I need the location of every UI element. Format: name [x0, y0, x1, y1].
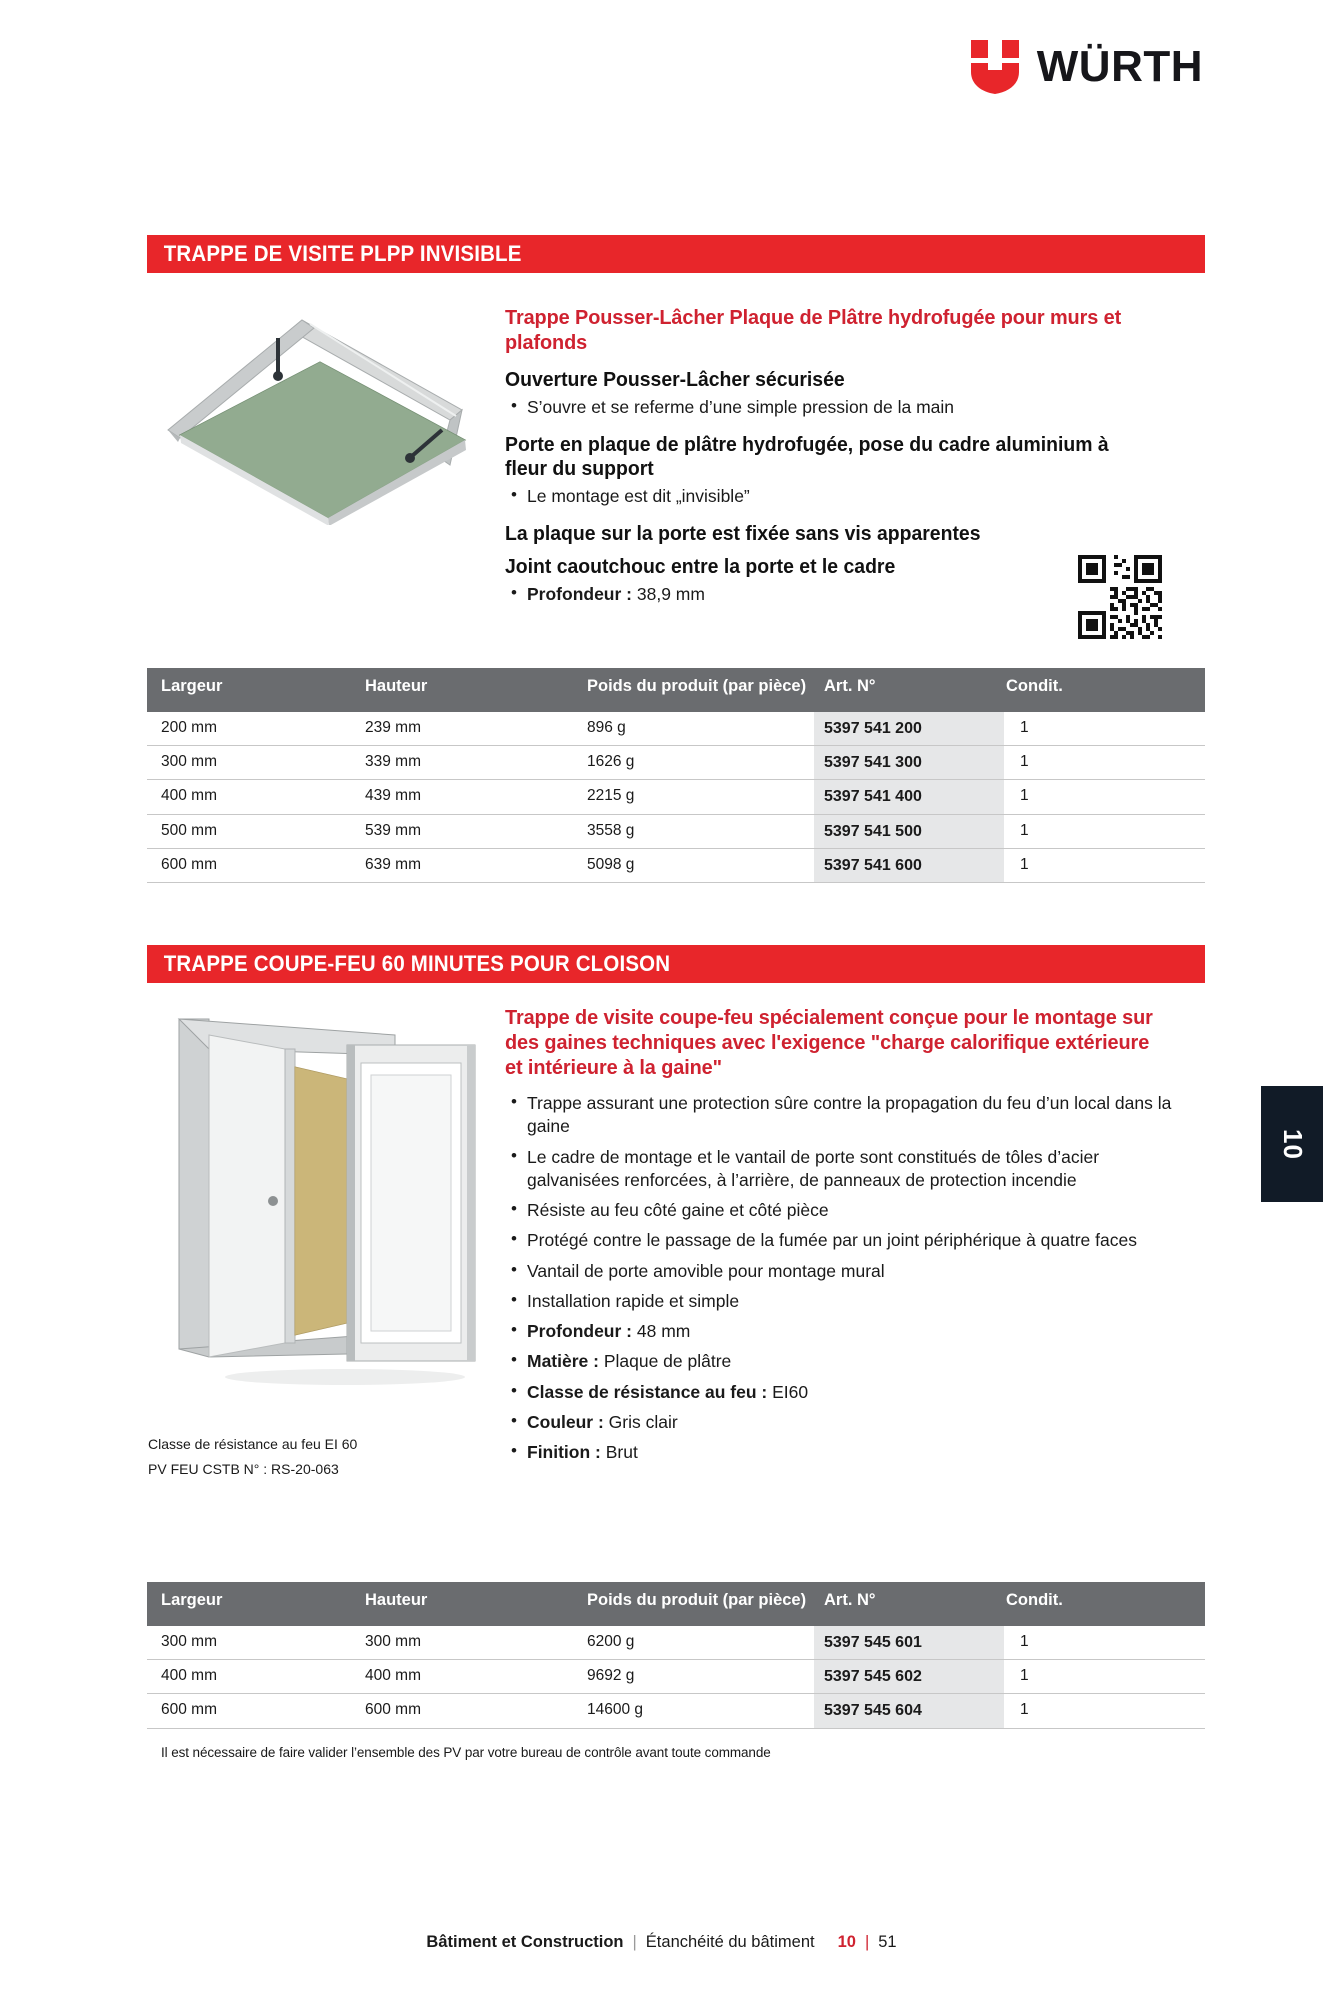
list-item-profondeur [505, 1320, 1177, 1343]
list-item: • Le montage est dit „invisible” [505, 485, 1165, 508]
cell-condit: 1 [1020, 1701, 1029, 1719]
table-row[interactable] [147, 1694, 1205, 1728]
classe-feu-label: Classe de résistance au feu : [527, 1381, 768, 1402]
section-title-1: TRAPPE DE VISITE PLPP INVISIBLE [163, 241, 522, 266]
subhead-porte: Porte en plaque de plâtre hydrofugée, pose du cadre aluminium à fleur du support [505, 433, 1109, 481]
col-poids: Poids du produit (par pièce) [587, 677, 807, 695]
cell-hauteur: 339 mm [365, 753, 421, 771]
col-condit: Condit. [1006, 677, 1063, 695]
table-header-row [147, 668, 1205, 712]
product-copy-1 [505, 305, 1165, 609]
cell-hauteur: 600 mm [365, 1701, 421, 1719]
col-artno: Art. N° [824, 677, 876, 695]
wurth-wordmark: WÜRTH [1036, 42, 1203, 91]
col-largeur: Largeur [161, 677, 223, 695]
product-headline-2: Trappe de visite coupe-feu spécialement conçue pour le montage sur des gaines techniques avec l'exigence "charge calorifique extérieure et intérieure à la gaine" [505, 1006, 1153, 1079]
list-item-profondeur [505, 583, 1165, 606]
couleur-label: Couleur : [527, 1411, 604, 1432]
product-copy-2 [505, 1005, 1177, 1471]
footer-page-number: 10 [837, 1933, 856, 1951]
classe-feu-value: EI60 [767, 1381, 809, 1402]
footer-category: Bâtiment et Construction [426, 1933, 624, 1951]
list-item: • Protégé contre le passage de la fumée par un joint périphérique à quatre faces [505, 1229, 1177, 1252]
table-row[interactable] [147, 815, 1205, 849]
cell-poids: 9692 g [587, 1667, 635, 1685]
cell-largeur: 200 mm [161, 719, 217, 736]
matiere-value: Plaque de plâtre [598, 1351, 732, 1372]
cell-hauteur: 400 mm [365, 1667, 421, 1685]
bullets-montage [505, 485, 1165, 508]
wurth-shield-icon [969, 38, 1021, 96]
footer-subcategory: Étanchéité du bâtiment [645, 1933, 815, 1951]
trappe-plpp-invisible-photo [150, 290, 480, 525]
page-footer [0, 1933, 1323, 1952]
matiere-label: Matière : [527, 1351, 599, 1372]
cell-artno: 5397 545 602 [814, 1660, 1004, 1693]
cell-largeur: 600 mm [161, 1701, 217, 1719]
cell-largeur: 500 mm [161, 821, 217, 839]
cell-largeur: 400 mm [161, 787, 217, 805]
cell-artno: 5397 545 601 [814, 1626, 1004, 1659]
cell-largeur: 300 mm [161, 753, 217, 771]
cell-hauteur: 239 mm [365, 719, 421, 736]
cell-poids: 14600 g [587, 1701, 644, 1719]
cell-condit: 1 [1020, 719, 1029, 736]
subhead-joint: Joint caoutchouc entre la porte et le cadre [505, 556, 896, 579]
bullets-ouverture [505, 396, 1165, 419]
cell-hauteur: 439 mm [365, 787, 421, 805]
wurth-logo [969, 38, 1203, 96]
cell-condit: 1 [1020, 855, 1029, 873]
section-band-2 [147, 945, 1205, 983]
cell-hauteur: 539 mm [365, 821, 421, 839]
cell-artno: 5397 541 400 [814, 780, 1004, 813]
col-artno: Art. N° [824, 1591, 876, 1609]
cell-condit: 1 [1020, 1633, 1029, 1650]
table-row[interactable] [147, 849, 1205, 883]
list-item: • Résiste au feu côté gaine et côté pièce [505, 1199, 1177, 1222]
footer-page-separator: | [864, 1933, 870, 1951]
caption-line-1: Classe de résistance au feu EI 60 [148, 1436, 358, 1452]
list-item: • Trappe assurant une protection sûre contre la propagation du feu d’un local dans la gaine [505, 1092, 1177, 1139]
list-item-matiere [505, 1350, 1177, 1373]
cell-artno: 5397 545 604 [814, 1694, 1004, 1727]
table-row[interactable] [147, 746, 1205, 780]
list-item: • Vantail de porte amovible pour montage mural [505, 1260, 1177, 1283]
table-row[interactable] [147, 780, 1205, 814]
table-row[interactable] [147, 1660, 1205, 1694]
list-item-couleur [505, 1411, 1177, 1434]
cell-poids: 3558 g [587, 821, 635, 839]
table-header-row [147, 1582, 1205, 1626]
list-item-finition [505, 1441, 1177, 1464]
cell-poids: 1626 g [587, 753, 635, 771]
cell-condit: 1 [1020, 1667, 1029, 1685]
cell-poids: 2215 g [587, 787, 635, 805]
page-index-label: 10 [1277, 1128, 1308, 1160]
cell-artno: 5397 541 200 [814, 712, 1004, 745]
finition-label: Finition : [527, 1442, 601, 1463]
list-item: • S’ouvre et se referme d’une simple pression de la main [505, 396, 1165, 419]
profondeur-label: Profondeur : [527, 1321, 632, 1342]
cell-largeur: 300 mm [161, 1633, 217, 1650]
spec-table-2 [147, 1582, 1205, 1729]
trappe-coupe-feu-photo [165, 1005, 485, 1405]
cell-hauteur: 300 mm [365, 1633, 421, 1650]
cell-largeur: 400 mm [161, 1667, 217, 1685]
col-hauteur: Hauteur [365, 677, 428, 695]
cell-poids: 896 g [587, 719, 626, 736]
cell-hauteur: 639 mm [365, 855, 421, 873]
page-index-tab [1261, 1086, 1323, 1202]
product-headline-1: Trappe Pousser-Lâcher Plaque de Plâtre hydrofugée pour murs et plafonds [505, 306, 1122, 354]
qr-code-plpp [1078, 555, 1162, 639]
subhead-ouverture: Ouverture Pousser-Lâcher sécurisée [505, 369, 845, 391]
cell-artno: 5397 541 300 [814, 746, 1004, 779]
bullets-coupe-feu [505, 1092, 1177, 1464]
profondeur-label: Profondeur : [527, 584, 632, 605]
cell-poids: 6200 g [587, 1633, 635, 1650]
couleur-value: Gris clair [603, 1411, 678, 1432]
list-item-classe-feu [505, 1381, 1177, 1404]
col-largeur: Largeur [161, 1591, 223, 1609]
col-hauteur: Hauteur [365, 1591, 428, 1609]
table-footnote: Il est nécessaire de faire valider l’ensemble des PV par votre bureau de contrôle avant toute commande [161, 1745, 771, 1760]
cell-poids: 5098 g [587, 855, 635, 873]
col-poids: Poids du produit (par pièce) [587, 1591, 807, 1609]
cell-condit: 1 [1020, 787, 1029, 805]
image-caption-2 [148, 1432, 478, 1482]
footer-total-pages: 51 [878, 1933, 897, 1951]
col-condit: Condit. [1006, 1591, 1063, 1609]
list-item: • Installation rapide et simple [505, 1290, 1177, 1313]
profondeur-value: 38,9 mm [632, 584, 705, 605]
table-row[interactable] [147, 712, 1205, 746]
cell-condit: 1 [1020, 753, 1029, 771]
cell-artno: 5397 541 500 [814, 815, 1004, 848]
table-row[interactable] [147, 1626, 1205, 1660]
bullets-profondeur-1 [505, 583, 1165, 606]
caption-line-2: PV FEU CSTB N° : RS-20-063 [148, 1461, 339, 1478]
list-item: • Le cadre de montage et le vantail de porte sont constitués de tôles d’acier galvanisées renforcées, à l’arrière, de panneaux de protection incendie [505, 1146, 1177, 1193]
section-title-2: TRAPPE COUPE-FEU 60 MINUTES POUR CLOISON [163, 951, 671, 976]
footer-separator: | [632, 1933, 637, 1951]
cell-condit: 1 [1020, 821, 1029, 839]
finition-value: Brut [600, 1442, 638, 1463]
profondeur-value: 48 mm [632, 1321, 691, 1342]
cell-artno: 5397 541 600 [814, 849, 1004, 882]
section-band-1 [147, 235, 1205, 273]
cell-largeur: 600 mm [161, 855, 217, 873]
spec-table-1 [147, 668, 1205, 883]
subhead-plaque-fixee: La plaque sur la porte est fixée sans vis apparentes [505, 522, 981, 545]
